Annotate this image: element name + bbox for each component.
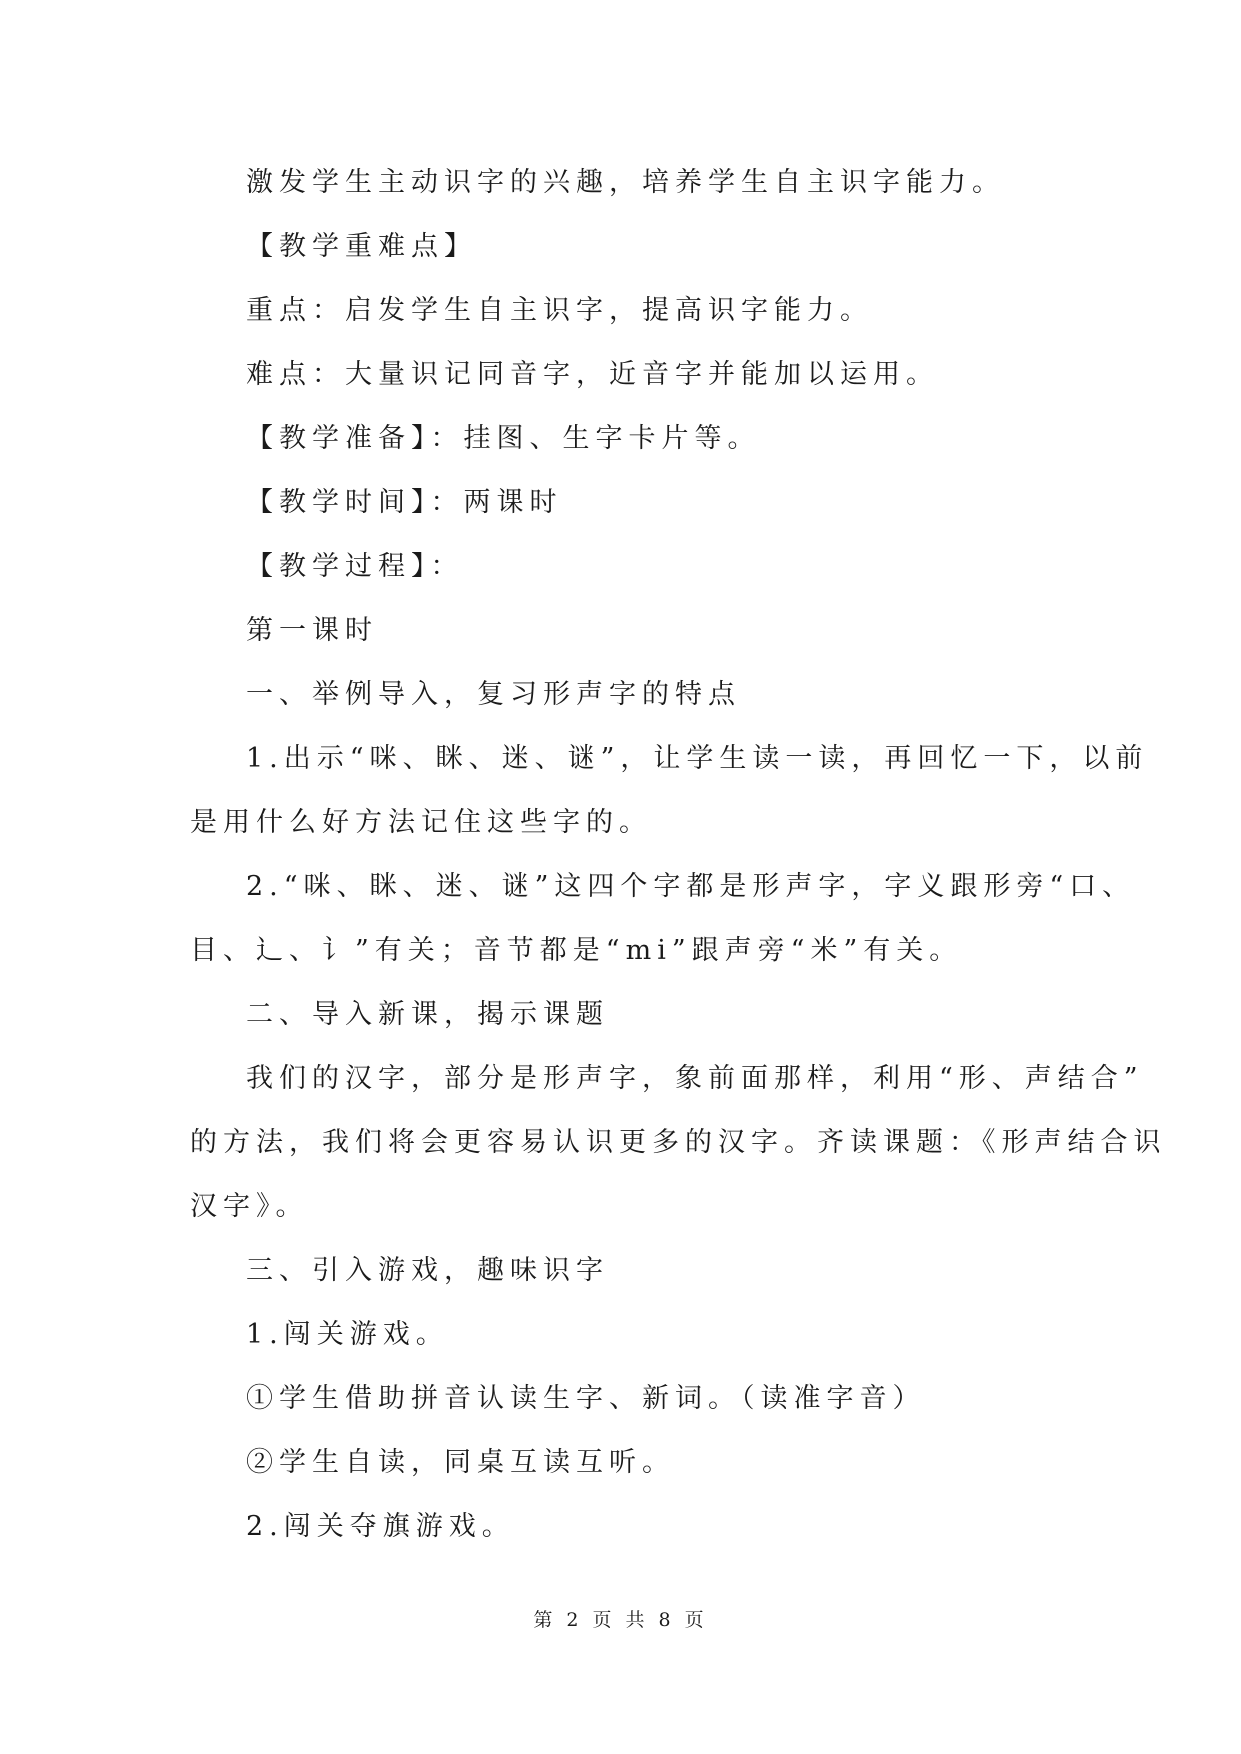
list-item: ②学生自读，同桌互读互听。 [246,1447,675,1478]
paragraph-line: 是用什么好方法记住这些字的。 [190,807,652,838]
subsection-heading: 一、举例导入，复习形声字的特点 [246,679,741,710]
paragraph-line: 难点：大量识记同音字，近音字并能加以运用。 [246,359,939,390]
section-heading: 【教学时间】：两课时 [246,487,563,518]
subsection-heading: 二、导入新课，揭示课题 [246,999,609,1030]
paragraph-line: 的方法，我们将会更容易认识更多的汉字。齐读课题：《形声结合识 [190,1127,1167,1158]
paragraph-line: 汉字》。 [190,1191,309,1222]
page-number-footer: 第 2 页 共 8 页 [533,1609,708,1631]
list-item: 2.闯关夺旗游戏。 [246,1511,515,1542]
paragraph-line: 我们的汉字，部分是形声字，象前面那样，利用“形、声结合” [246,1063,1144,1094]
section-heading: 【教学准备】：挂图、生字卡片等。 [246,423,761,454]
section-heading: 【教学重难点】 [246,231,477,262]
section-heading: 【教学过程】： [246,551,464,582]
list-item: 1.闯关游戏。 [246,1319,449,1350]
paragraph-line: 2.“咪、眯、迷、谜”这四个字都是形声字，字义跟形旁“口、 [246,871,1136,902]
subsection-heading: 三、引入游戏，趣味识字 [246,1255,609,1286]
paragraph-line: 激发学生主动识字的兴趣，培养学生自主识字能力。 [246,167,1005,198]
paragraph-line: 1.出示“咪、眯、迷、谜”，让学生读一读，再回忆一下，以前 [246,743,1149,774]
paragraph-line: 重点：启发学生自主识字，提高识字能力。 [246,295,873,326]
list-item: ①学生借助拼音认读生字、新词。（读准字音） [246,1383,926,1414]
paragraph-line: 目、辶、讠”有关；音节都是“mi”跟声旁“米”有关。 [190,935,963,966]
subsection-heading: 第一课时 [246,615,378,646]
